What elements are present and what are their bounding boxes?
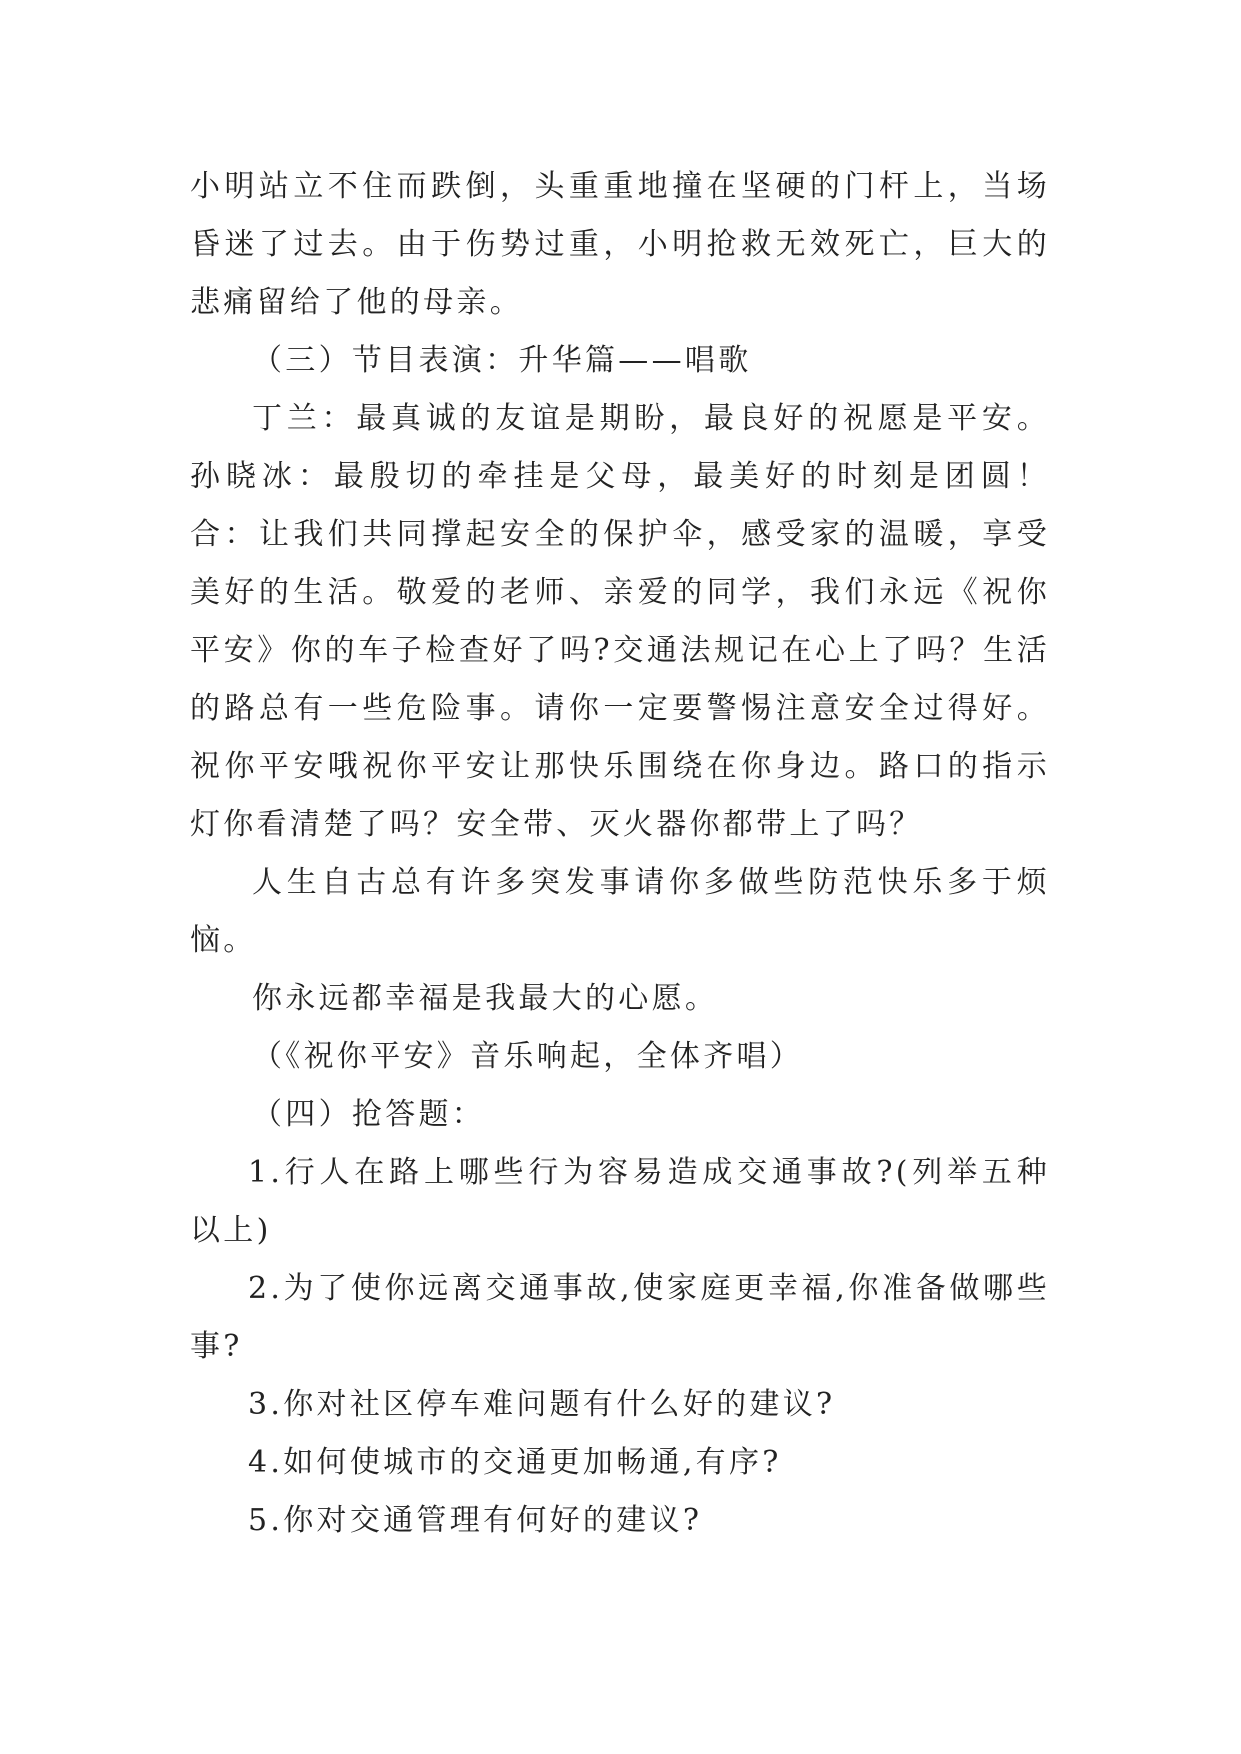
quiz-question-5: 5.你对交通管理有何好的建议? [248, 1503, 703, 1538]
quiz-question-1: 1.行人在路上哪些行为容易造成交通事故?(列举五种以上) [190, 1155, 1050, 1248]
paragraph-lyrics-continued: 人生自古总有许多突发事请你多做些防范快乐多于烦恼。 [190, 865, 1050, 958]
quiz-question-4: 4.如何使城市的交通更加畅通,有序? [248, 1445, 782, 1480]
body-text [190, 158, 1050, 1550]
quiz-question-2: 2.为了使你远离交通事故,使家庭更幸福,你准备做哪些事? [190, 1271, 1050, 1364]
quiz-question-3: 3.你对社区停车难问题有什么好的建议? [248, 1387, 836, 1422]
section-heading-singing: （三）节目表演：升华篇——唱歌 [252, 343, 752, 378]
paragraph-wish: 你永远都幸福是我最大的心愿。 [252, 981, 719, 1016]
stage-direction: （《祝你平安》音乐响起，全体齐唱） [252, 1039, 804, 1074]
paragraph-dialogue-lyrics: 丁兰：最真诚的友谊是期盼，最良好的祝愿是平安。孙晓冰：最殷切的牵挂是父母，最美好的时刻是团圆！合：让我们共同撑起安全的保护伞，感受家的温暖，享受美好的生活。敬爱的老师、亲爱的同学，我们永远《祝你平安》你的车子检查好了吗?交通法规记在心上了吗？生活的路总有一些危险事。请你一定要警惕注意安全过得好。祝你平安哦祝你平安让那快乐围绕在你身边。路口的指示灯你看清楚了吗？安全带、灭火器你都带上了吗？ [190, 401, 1050, 842]
paragraph-accident-story: 小明站立不住而跌倒，头重重地撞在坚硬的门杆上，当场昏迷了过去。由于伤势过重，小明抢救无效死亡，巨大的悲痛留给了他的母亲。 [190, 169, 1050, 320]
section-heading-quiz: （四）抢答题： [252, 1097, 486, 1132]
